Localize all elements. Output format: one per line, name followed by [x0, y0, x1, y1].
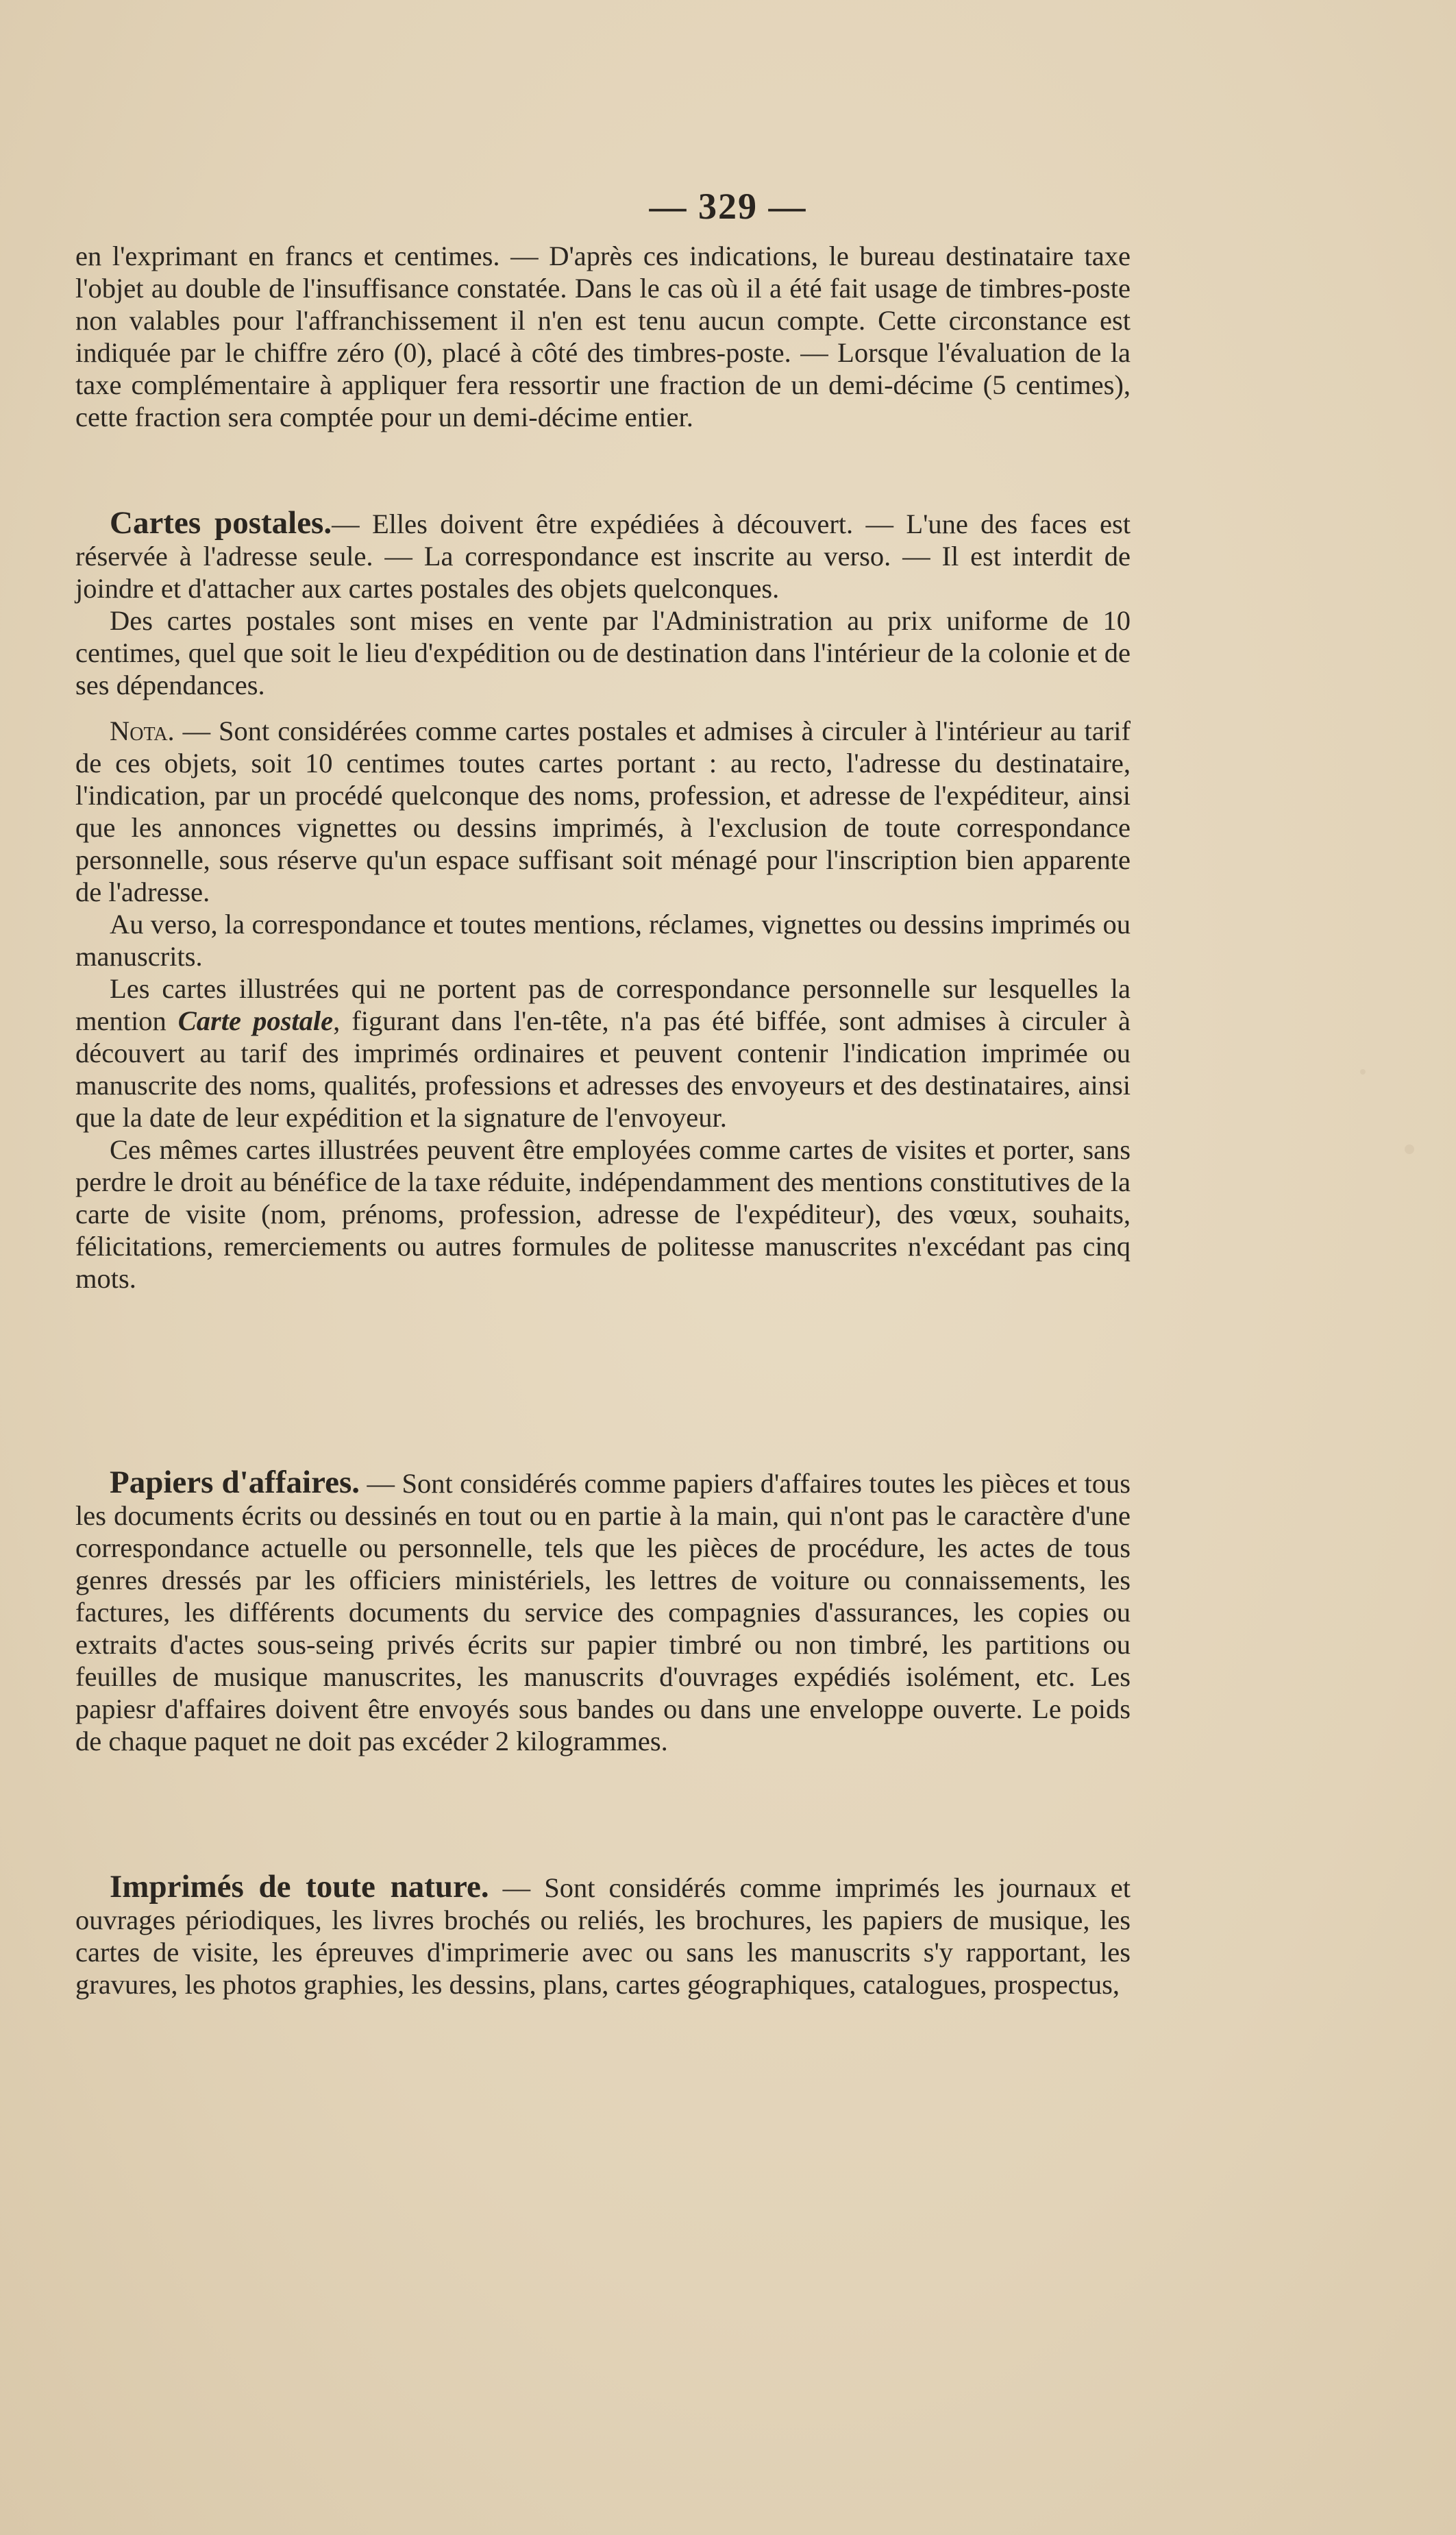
paragraph: [75, 1467, 1131, 1757]
section-lead: — Elles doivent être expédiées à découvert. — L'une des faces est réservée à l'adresse seule. — La correspondance est inscrite au verso. — Il est interdit de joindre et d'attacher aux cartes postales des objets quelconques.: [75, 509, 1131, 604]
illustrated-text-start: Les cartes illustrées qui ne portent pas de correspondance personnelle sur lesquelles la mention: [75, 973, 1131, 1036]
paragraph: Au verso, la correspondance et toutes mentions, réclames, vignettes ou dessins imprimés ou manuscrits.: [75, 909, 1131, 972]
carte-postale-mention: Carte postale: [177, 1005, 334, 1036]
paragraph: [75, 507, 1131, 604]
paragraph: [75, 1871, 1131, 2000]
nota-text: — Sont considérées comme cartes postales et admises à circuler à l'intérieur au tarif de ces objets, soit 10 centimes toutes cartes portant : au recto, l'adresse du destinataire, l'indication, par un procédé quelconque des noms, profession, et adresse de l'expéditeur, ainsi que les annonces vignettes ou dessins imprimés, à l'exclusion de toute correspondance personnelle, sous réserve qu'un espace suffisant soit ménagé pour l'inscription bien apparente de l'adresse.: [75, 715, 1131, 907]
paragraph: [75, 972, 1131, 1134]
section-lead: — Sont considérés comme papiers d'affaires toutes les pièces et tous les documents écrits ou dessinés en tout ou en partie à la main, qui n'ont pas le caractère d'une correspondance actuelle ou personnelle, tels que les pièces de procédure, les actes de tous genres dressés par les officiers ministériels, les lettres de voiture ou connaissements, les factures, les différents documents du service des compagnies d'assurances, les copies ou extraits d'actes sous-seing privés écrits sur papier timbré ou non timbré, les partitions ou feuilles de musique manuscrites, les manuscrits d'ouvrages expédiés isolément, etc. Les papiesr d'affaires doivent être envoyés sous bandes ou dans une enveloppe ouverte. Le poids de chaque paquet ne doit pas excéder 2 kilogrammes.: [75, 1468, 1131, 1756]
page-number: — 329 —: [649, 186, 807, 227]
nota-paragraph: [75, 715, 1131, 908]
section-cartes-postales: [75, 507, 1131, 1295]
section-tarif-insuffisant: [75, 240, 1131, 433]
illustrated-text-end: , figurant dans l'en-tête, n'a pas été biffée, sont admises à circuler à découvert au tarif des imprimés ordinaires et peuvent contenir l'indication imprimée ou manuscrite des noms, qualités, professions et adresses des envoyeurs et des destinataires, ainsi que la date de leur expédition et la signature de l'envoyeur.: [75, 1005, 1131, 1133]
paragraph: en l'exprimant en francs et centimes. — D'après ces indications, le bureau destinataire taxe l'objet au double de l'insuffisance constatée. Dans le cas où il a été fait usage de timbres-poste non valables pour l'affranchissement il n'en est tenu aucun compte. Cette circonstance est indiquée par le chiffre zéro (0), placé à côté des timbres-poste. — Lorsque l'évaluation de la taxe complémentaire à appliquer fera ressortir une fraction de un demi-décime (5 centimes), cette fraction sera comptée pour un demi-décime entier.: [75, 241, 1131, 432]
section-imprimes: [75, 1871, 1131, 2000]
section-lead: — Sont considérés comme imprimés les journaux et ouvrages périodiques, les livres brochés ou reliés, les brochures, les papiers de musique, les cartes de visite, les épreuves d'imprimerie avec ou sans les manuscrits s'y rapportant, les gravures, les photos graphies, les dessins, plans, cartes géographiques, catalogues, prospectus,: [75, 1872, 1131, 2000]
nota-label: Nota.: [110, 715, 175, 746]
section-heading: Papiers d'affaires.: [110, 1465, 360, 1500]
section-heading: Cartes postales.: [110, 505, 332, 541]
section-papiers-affaires: [75, 1467, 1131, 1757]
paper-stain: [1405, 1144, 1414, 1154]
paper-stain: [1360, 1069, 1366, 1075]
paragraph: Des cartes postales sont mises en vente par l'Administration au prix uniforme de 10 centimes, quel que soit le lieu d'expédition ou de destination dans l'intérieur de la colonie et de ses dépendances.: [75, 605, 1131, 700]
section-heading: Imprimés de toute nature.: [110, 1869, 489, 1905]
paragraph: Ces mêmes cartes illustrées peuvent être employées comme cartes de visites et porter, sans perdre le droit au bénéfice de la taxe réduite, indépendamment des mentions constitutives de la carte de visite (nom, prénoms, profession, adresse de l'expéditeur), des vœux, souhaits, félicitations, remerciements ou autres formules de politesse manuscrites n'excédant pas cinq mots.: [75, 1134, 1131, 1294]
